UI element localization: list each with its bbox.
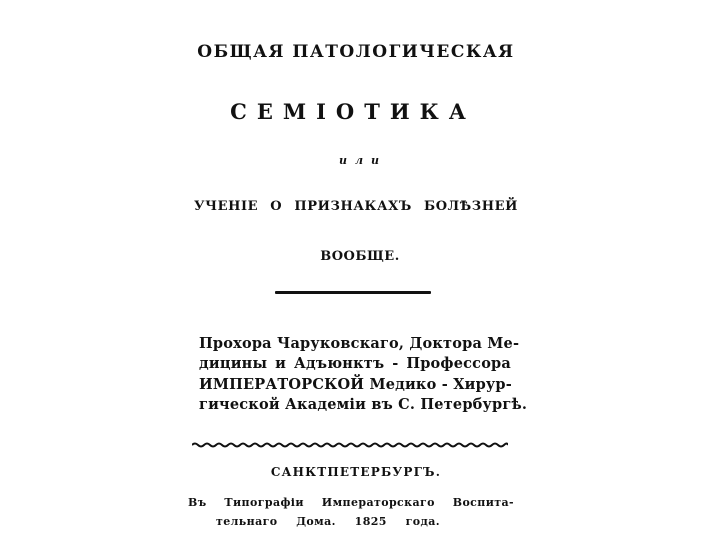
title-conjunction: или	[338, 154, 388, 167]
imprint-line: тельнаго Дома. 1825 года.	[216, 515, 440, 528]
wavy-divider	[192, 441, 508, 449]
publication-city: САНКТПЕТЕРБУРГЪ.	[270, 465, 442, 479]
subtitle-doctrine-of-signs: УЧЕНІЕ О ПРИЗНАКАХЪ БОЛѢЗНЕЙ	[193, 199, 519, 214]
author-line: Прохора Чаруковскаго, Доктора Ме-	[199, 335, 520, 352]
author-line: ИМПЕРАТОРСКОЙ Медико - Хирур-	[199, 376, 512, 393]
subtitle-in-general: ВООБЩЕ.	[320, 249, 400, 264]
author-line: дицины и Адъюнктъ - Профессора	[199, 355, 511, 372]
title-line-general-pathological: ОБЩАЯ ПАТОЛОГИЧЕСКАЯ	[197, 42, 515, 62]
title-semiotics: СЕМІОТИКА	[230, 99, 476, 124]
imprint-line: Въ Типографіи Императорскаго Воспита-	[188, 496, 514, 509]
author-line: гической Академіи въ С. Петербургѣ.	[199, 396, 528, 413]
